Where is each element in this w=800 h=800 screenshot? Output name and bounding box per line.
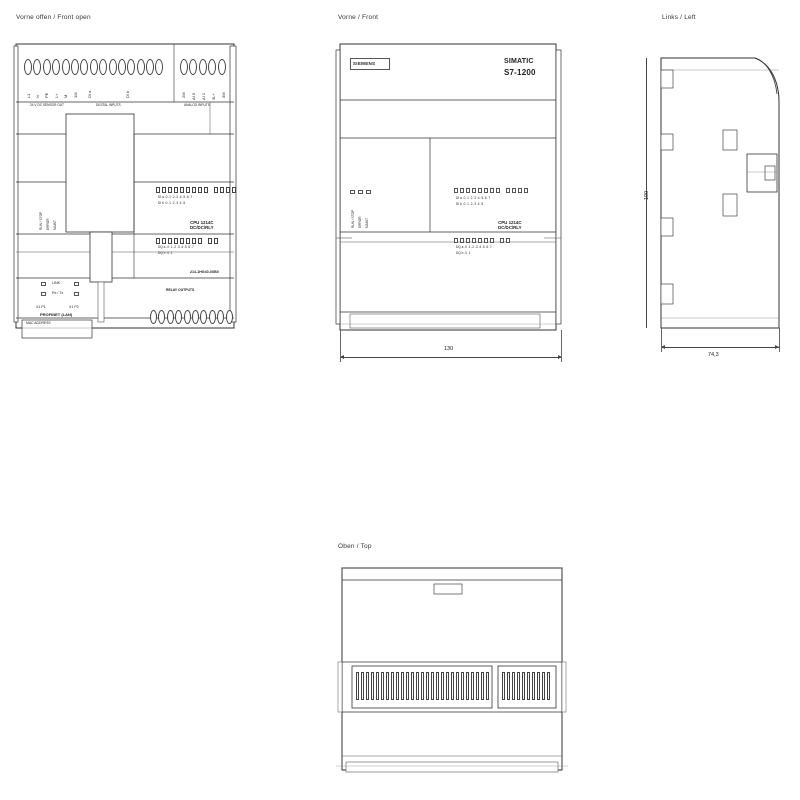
- s7-1200-text: S7-1200: [504, 68, 536, 77]
- cpu-line-2: DC/DC/RLY: [190, 225, 214, 231]
- siemens-logo-text: SIEMENS: [353, 61, 376, 66]
- left-depth-ext-left: [661, 328, 662, 352]
- terminal-label-AI0: AI 0: [191, 92, 196, 100]
- group-label-analog-inputs: ANALOG INPUTS: [184, 103, 210, 107]
- front-channel-row-DQb: DQ b .0 .1: [456, 251, 471, 255]
- left-height-value: 100: [644, 190, 650, 200]
- front-open-status-error: ERROR: [46, 218, 50, 230]
- front-open-channel-row-DIa: DI a .0 .1 .2 .3 .4 .5 .6 .7: [158, 195, 193, 199]
- view-left: [655, 42, 795, 337]
- terminal-label-3Lplus: 3L+: [211, 93, 216, 100]
- port-x1p1-label: X1 P1: [36, 305, 46, 309]
- view-top: [336, 566, 568, 781]
- front-dim-ext-right: [561, 330, 562, 362]
- terminal-label-M: M: [63, 94, 68, 98]
- mac-address-label: MAC ADDRESS: [26, 321, 51, 325]
- terminal-label-Lplus: L+: [54, 93, 59, 98]
- rxtx-led-2: [74, 292, 79, 296]
- link-led: [41, 282, 46, 286]
- terminal-label-PE: PE: [44, 92, 49, 98]
- front-status-leds: [350, 190, 374, 194]
- front-status-maint: MAINT: [365, 218, 369, 228]
- terminal-label-2M: 2M: [181, 92, 186, 98]
- top-terminal-comb-left: [356, 672, 491, 700]
- terminal-label-3M: 3M: [221, 92, 226, 98]
- view-label-front-open: Vorne offen / Front open: [16, 14, 91, 21]
- front-open-mid-terminals-right: [156, 187, 238, 193]
- terminal-label-AI1: AI 1: [201, 92, 206, 100]
- left-depth-value: 74,3: [708, 352, 719, 358]
- terminal-label-N: N: [35, 95, 40, 98]
- group-label-digital-inputs: DIGITAL INPUTS: [96, 103, 121, 107]
- front-open-channel-row-DQa: DQ a .0 .1 .2 .3 .4 .5 .6 .7: [158, 245, 194, 249]
- front-channel-leds-lower: [454, 238, 512, 243]
- front-cpu-line-2: DC/DC/RLY: [498, 225, 522, 231]
- terminal-label-1M: 1M: [73, 92, 78, 98]
- profinet-label: PROFINET (LAN): [40, 312, 73, 317]
- top-terminal-comb-right: [502, 672, 552, 700]
- front-open-mid-terminals-lower: [156, 238, 220, 244]
- rxtx-led-label: Rx / Tx: [52, 291, 64, 295]
- article-number: 214-1HG40-0XB0: [190, 270, 219, 274]
- front-channel-row-DIb: DI b .0 .1 .2 .3 .4 .5: [456, 202, 484, 206]
- front-width-dimension-line: [340, 357, 562, 358]
- left-depth-dimension-line: [661, 347, 779, 348]
- front-dim-ext-left: [340, 330, 341, 362]
- front-open-status-run-stop: RUN / STOP: [39, 211, 43, 230]
- front-open-top-terminals-right: [180, 59, 227, 75]
- front-cpu-line-1: CPU 1214C: [498, 220, 522, 225]
- front-open-top-terminals-left: [24, 59, 165, 75]
- front-cpu-label: [498, 220, 522, 230]
- rxtx-led: [41, 292, 46, 296]
- front-open-bottom-terminals: [150, 310, 234, 324]
- link-led-label: LINK: [52, 281, 60, 285]
- cpu-line-1: CPU 1214C: [190, 220, 214, 225]
- simatic-text: SIMATIC: [504, 58, 534, 65]
- terminal-label-DIa: DI a: [87, 90, 92, 98]
- front-channel-row-DQa: DQ a .0 .1 .2 .3 .4 .5 .6 .7: [456, 245, 492, 249]
- terminal-label-DIb: DI b: [125, 90, 130, 98]
- front-channel-leds-upper: [454, 188, 530, 193]
- left-outline: [655, 42, 795, 342]
- terminal-label-L1: L1: [26, 93, 31, 98]
- left-depth-ext-right: [779, 328, 780, 352]
- port-x1p2-label: X1 P2: [69, 305, 79, 309]
- group-label-sensor-out: 24 V DC SENSOR OUT: [30, 103, 65, 107]
- front-status-error: ERROR: [358, 216, 362, 228]
- front-channel-row-DIa: DI a .0 .1 .2 .3 .4 .5 .6 .7: [456, 196, 491, 200]
- front-open-channel-row-DQb: DQ b .0 .1: [158, 251, 173, 255]
- view-label-top: Oben / Top: [338, 543, 372, 550]
- front-open-status-maint: MAINT: [53, 220, 57, 230]
- front-open-channel-row-DIb: DI b .0 .1 .2 .3 .4 .5: [158, 201, 186, 205]
- view-label-left: Links / Left: [662, 14, 696, 21]
- front-open-cpu-label: [190, 220, 214, 230]
- front-width-value: 130: [444, 346, 454, 352]
- view-front: [336, 42, 564, 332]
- front-status-run-stop: RUN / STOP: [351, 209, 355, 228]
- view-front-open: [14, 42, 236, 332]
- link-led-2: [74, 282, 79, 286]
- group-label-relay-outputs: RELAY OUTPUTS: [166, 288, 195, 292]
- view-label-front: Vorne / Front: [338, 14, 379, 21]
